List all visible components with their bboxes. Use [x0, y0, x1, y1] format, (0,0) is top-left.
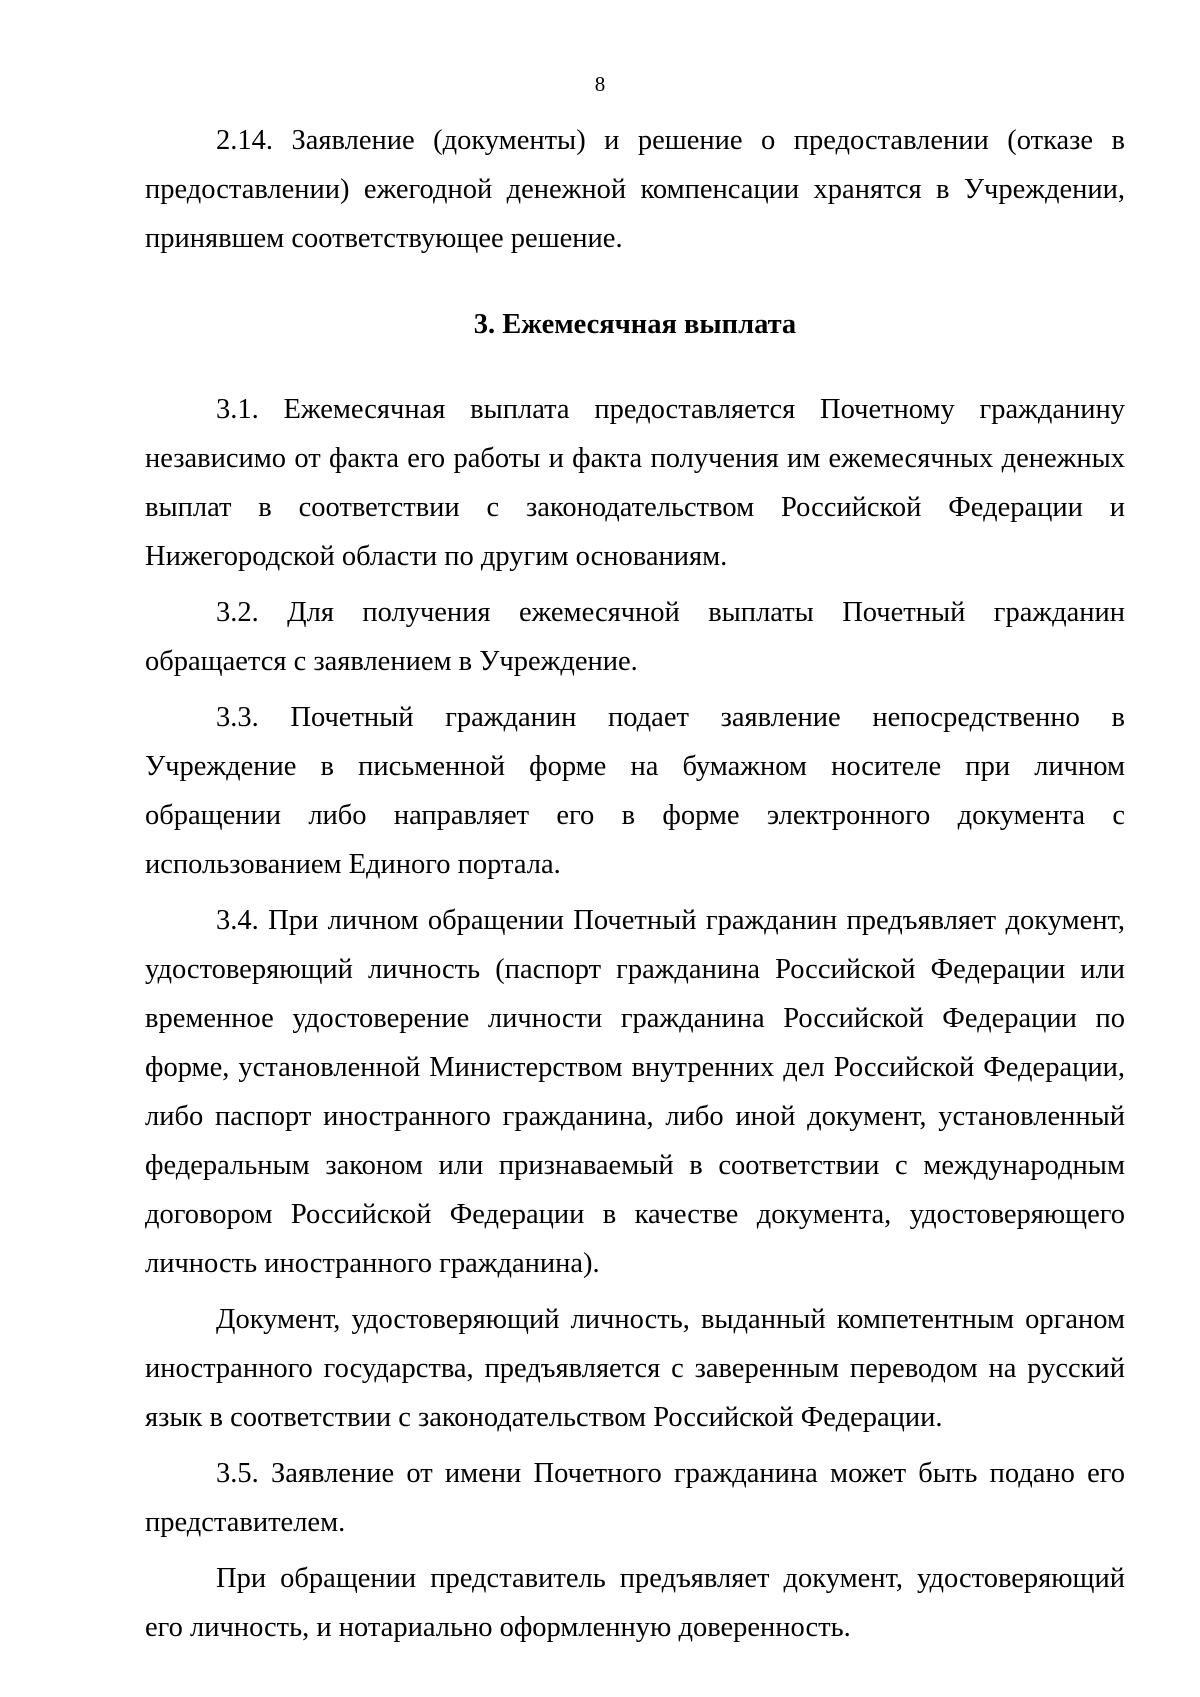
paragraph-3-5-representative: При обращении представитель предъявляет документ, удостоверяющий его личность, и нотариально оформленную доверенность. [145, 1563, 1125, 1643]
paragraph-3-4: 3.4. При личном обращении Почетный гражданин предъявляет документ, удостоверяющий личность (паспорт гражданина Российской Федерации или временное удостоверение личности гражданина Российской Федерации по форме, установленной Министерством внутренних дел Российской Федерации, либо паспорт иностранного гражданина, либо иной документ, установленный федеральным законом или признаваемый в соответствии с международным договором Российской Федерации в качестве документа, удостоверяющего личность иностранного гражданина). [145, 905, 1125, 1279]
paragraph-3-1: 3.1. Ежемесячная выплата предоставляется Почетному гражданину независимо от факта его работы и факта получения им ежемесячных денежных выплат в соответствии с законодательством Российской Федерации и Нижегородской области по другим основаниям. [145, 394, 1125, 572]
paragraph-gap [145, 1288, 1125, 1295]
paragraph-3-2: 3.2. Для получения ежемесячной выплаты Почетный гражданин обращается с заявлением в Учреждение. [145, 597, 1125, 677]
paragraph-3-4-foreign-document: Документ, удостоверяющий личность, выданный компетентным органом иностранного государства, предъявляется с заверенным переводом на русский язык в соответствии с законодательством Российской Федерации. [145, 1304, 1125, 1433]
document-body [145, 116, 1125, 1652]
paragraph-2-14: 2.14. Заявление (документы) и решение о предоставлении (отказе в предоставлении) ежегодной денежной компенсации хранятся в Учреждении, принявшем соответствующее решение. [145, 125, 1125, 254]
paragraph-gap [145, 686, 1125, 693]
paragraph-gap [145, 581, 1125, 588]
paragraph-gap [145, 1547, 1125, 1554]
paragraph-gap [145, 889, 1125, 896]
paragraph-3-3: 3.3. Почетный гражданин подает заявление непосредственно в Учреждение в письменной форме на бумажном носителе при личном обращении либо направляет его в форме электронного документа с использованием Единого портала. [145, 702, 1125, 880]
paragraph-gap [145, 1442, 1125, 1449]
page-number: 8 [594, 72, 606, 96]
paragraph-3-5: 3.5. Заявление от имени Почетного гражданина может быть подано его представителем. [145, 1458, 1125, 1538]
section-heading-3: 3. Ежемесячная выплата [473, 309, 797, 340]
